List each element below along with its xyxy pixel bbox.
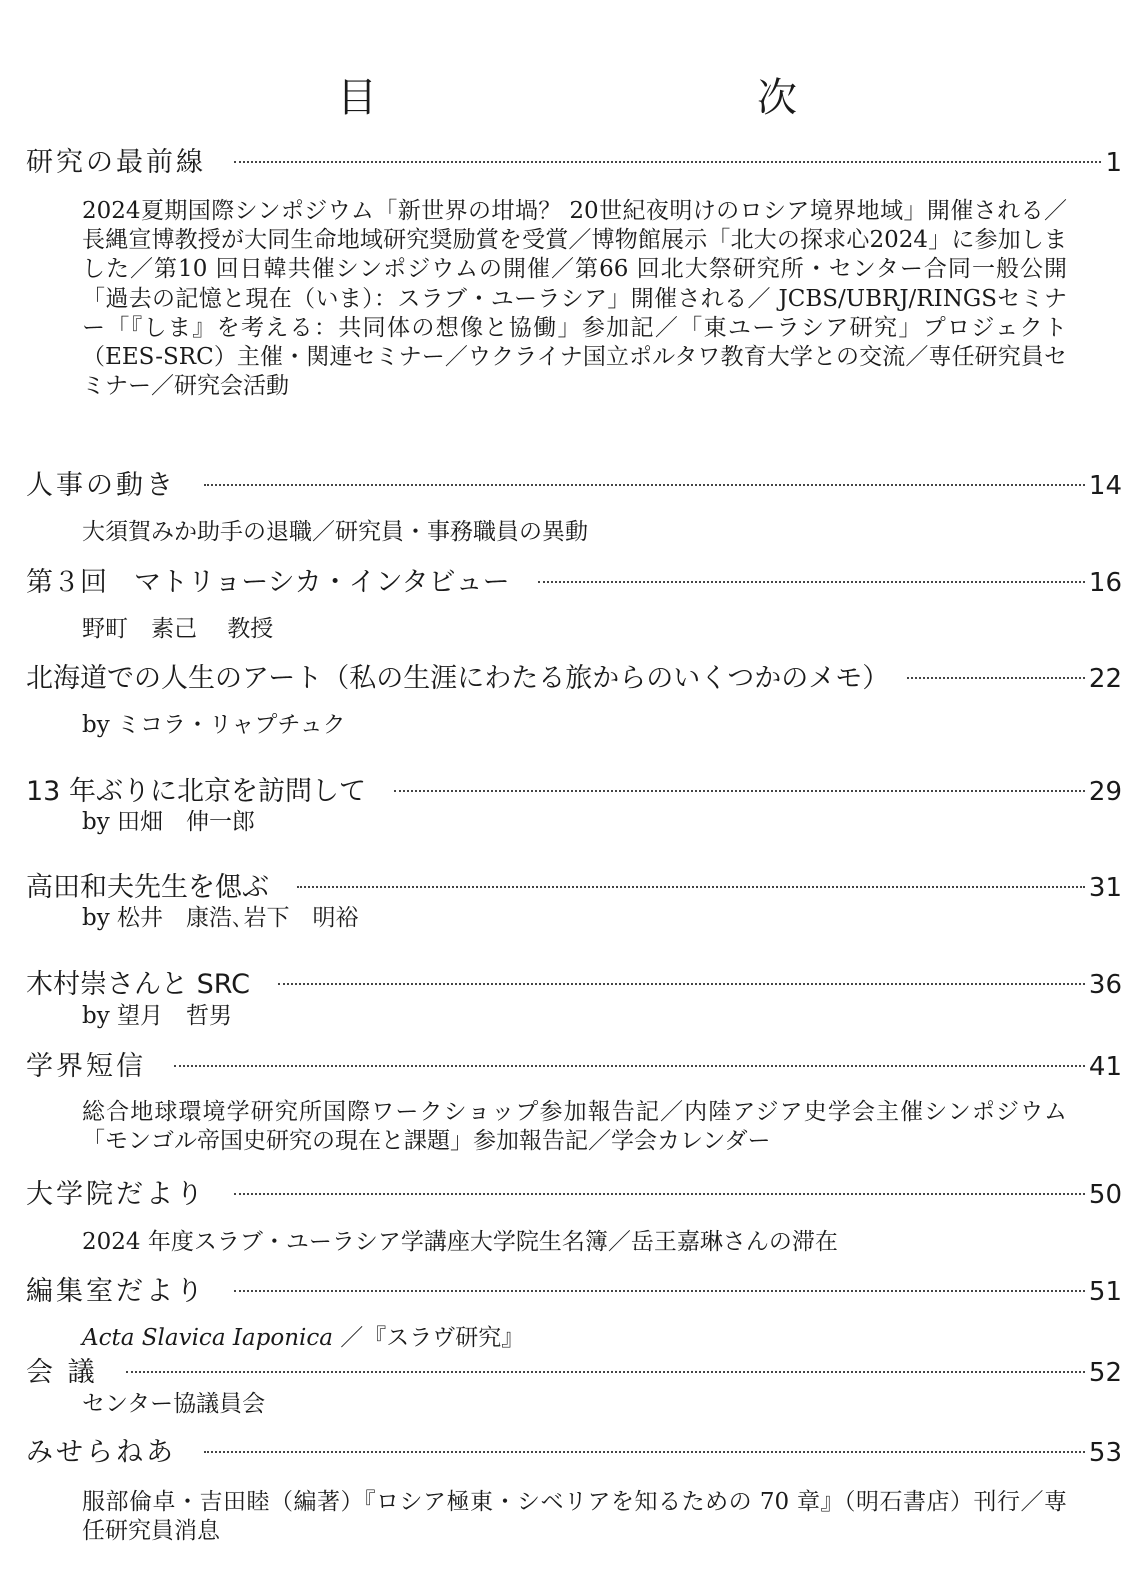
toc-entry-description-rest: ／『スラヴ研究』: [332, 1325, 525, 1351]
toc-entry[interactable]: [26, 871, 1122, 905]
toc-entry[interactable]: [26, 1436, 1122, 1470]
toc-entry-description: 大須賀みか助手の退職／研究員・事務職員の異動: [82, 519, 588, 545]
toc-entry-title: 大学院だより: [26, 1179, 206, 1210]
toc-entry-title: 人事の動き: [26, 470, 176, 501]
toc-page-number: 31: [1088, 873, 1122, 903]
toc-page-number: 1: [1105, 148, 1122, 178]
toc-page-number: 29: [1088, 777, 1122, 807]
toc-leader-dots: [204, 484, 1085, 486]
toc-entry[interactable]: [26, 662, 1122, 696]
toc-page-number: 14: [1088, 471, 1122, 501]
toc-entry-title: 学界短信: [26, 1051, 146, 1082]
toc-page-number: 16: [1088, 568, 1122, 598]
toc-entry[interactable]: [26, 775, 1122, 809]
toc-entry-title: 編集室だより: [26, 1276, 206, 1307]
toc-entry-description: 2024 年度スラブ・ユーラシア学講座大学院生名簿／岳王嘉琳さんの滞在: [82, 1229, 838, 1255]
toc-entry-description: [82, 1324, 1067, 1353]
toc-leader-dots: [297, 886, 1085, 888]
toc-entry-title: 13 年ぶりに北京を訪問して: [26, 776, 366, 807]
toc-entry-title: 木村崇さんと SRC: [26, 969, 250, 1000]
toc-leader-dots: [204, 1451, 1085, 1453]
toc-leader-dots: [278, 983, 1085, 985]
toc-leader-dots: [234, 1290, 1085, 1292]
toc-leader-dots: [126, 1371, 1085, 1373]
toc-entry-title: 研究の最前線: [26, 147, 206, 178]
toc-page-number: 50: [1088, 1180, 1122, 1210]
toc-leader-dots: [234, 161, 1101, 163]
toc-leader-dots: [394, 790, 1085, 792]
toc-entry-description: by ミコラ・リャプチュク: [82, 712, 346, 738]
toc-entry[interactable]: [26, 469, 1122, 503]
toc-page-number: 53: [1088, 1438, 1122, 1468]
toc-entry-description: センター協議員会: [82, 1391, 266, 1417]
toc-entry[interactable]: [26, 1275, 1122, 1309]
toc-leader-dots: [174, 1065, 1085, 1067]
toc-entry-description: 服部倫卓・吉田睦（編著）『ロシア極東・シベリアを知るための 70 章』（明石書店）刊行／専任研究員消息: [82, 1489, 1067, 1545]
toc-entry[interactable]: [26, 566, 1122, 600]
toc-page-number: 36: [1088, 970, 1122, 1000]
toc-entry-title: みせらねあ: [26, 1437, 176, 1468]
toc-entry[interactable]: [26, 146, 1122, 180]
toc-entry-title: 会 議: [26, 1357, 98, 1388]
toc-entry-description: 2024夏期国際シンポジウム「新世界の坩堝？ 20世紀夜明けのロシア境界地域」開催される／長縄宣博教授が大同生命地域研究奨励賞を受賞／博物館展示「北大の探求心2024」に参加しました／第10 回日韓共催シンポジウムの開催／第66 回北大祭研究所・センター合同一般公開「過去の記憶と現在（いま）：スラブ・ユーラシア」開催される／ JCBS/UBRJ/RINGSセミナー「『しま』を考える：共同体の想像と協働」参加記／「東ユーラシア研究」プロジェクト（EES-SRC）主催・関連セミナー／ウクライナ国立ポルタワ教育大学との交流／専任研究員セミナー／研究会活動: [82, 198, 1067, 400]
toc-entry-title: 北海道での人生のアート（私の生涯にわたる旅からのいくつかのメモ）: [26, 663, 890, 694]
toc-leader-dots: [234, 1193, 1085, 1195]
toc-entry-description: by 望月 哲男: [82, 1003, 233, 1029]
journal-title-italic: Acta Slavica Iaponica: [82, 1325, 333, 1351]
page-title: 目 次: [337, 75, 897, 121]
toc-entry-title: 第３回 マトリョーシカ・インタビュー: [26, 567, 510, 598]
toc-entry[interactable]: [26, 968, 1122, 1002]
toc-page-number: 41: [1088, 1052, 1122, 1082]
toc-leader-dots: [907, 677, 1085, 679]
toc-page-number: 51: [1088, 1277, 1122, 1307]
toc-entry-description: by 松井 康浩､岩下 明裕: [82, 905, 359, 931]
toc-entry-description: by 田畑 伸一郎: [82, 809, 256, 835]
toc-page-number: 52: [1088, 1358, 1122, 1388]
toc-entry[interactable]: [26, 1050, 1122, 1084]
toc-entry[interactable]: [26, 1356, 1122, 1390]
toc-entry-description: 野町 素己 教授: [82, 616, 274, 642]
toc-entry-description: 総合地球環境学研究所国際ワークショップ参加報告記／内陸アジア史学会主催シンポジウム「モンゴル帝国史研究の現在と課題」参加報告記／学会カレンダー: [82, 1099, 1067, 1155]
toc-leader-dots: [538, 581, 1085, 583]
toc-entry-title: 高田和夫先生を偲ぶ: [26, 872, 269, 903]
toc-page-number: 22: [1088, 664, 1122, 694]
toc-entry[interactable]: [26, 1178, 1122, 1212]
